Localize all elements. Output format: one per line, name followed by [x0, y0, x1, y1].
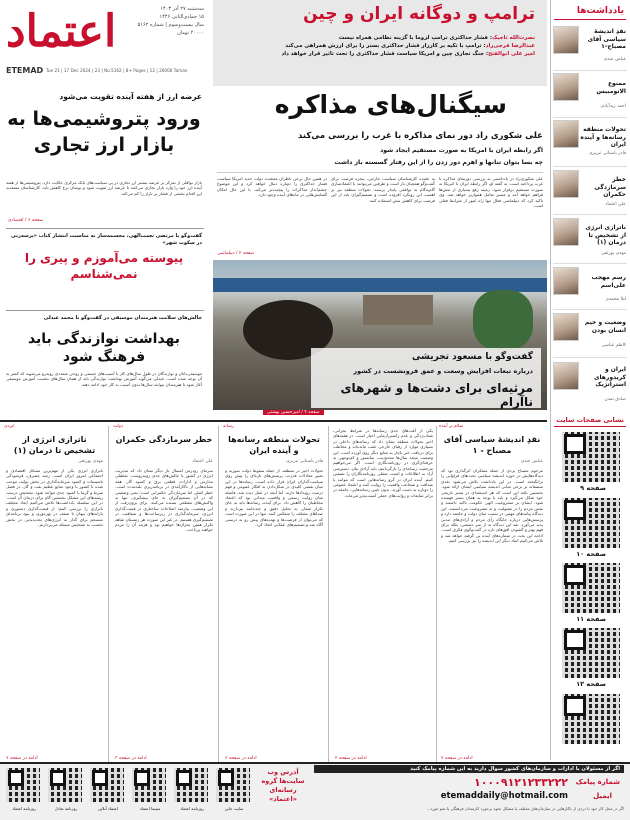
column-2: [221, 422, 327, 767]
more-link[interactable]: ادامه در صفحه ۶: [225, 756, 257, 761]
sidebar-item-title[interactable]: نقدِ اندیشهٔ سیاسی آقای مصباح-۱: [587, 28, 626, 50]
article-text: ناترازی انرژی یکی از مهم‌ترین مسائل اقتصادی و اجتماعی امروز ایران است. رشد مصرف، فرسودگی تاسیسات و کمبود سرمایه‌گذاری در بخش تولید، موجب شده تا کشور با وجود منابع عظیم نفت و گاز، در فصل سرما و گرما با کمبود جدی مواجه شود. تشخیص درست ریشه‌های این مشکل نخستین گام برای درمان آن است. در این سلسله یادداشت‌ها تلاش می‌کنیم ابعاد مختلف ناترازی را بررسی کنیم؛ از قیمت‌گذاری دستوری و یارانه‌های پنهان تا ضعف در بهره‌وری و نبود برنامه‌ای منسجم برای گذار به انرژی‌های تجدیدپذیر. در بخش نخست به تشخیص مسئله می‌پردازیم.: [6, 468, 103, 528]
top-headline-line: فشار حداکثری ترامپ لزوما با گزینه نظامی همراه نیست: [338, 35, 488, 41]
article-text: در همین حال برخی ناظران معتقدند دولت جدید امریکا سیاست فشار حداکثری را دوباره دنبال خواهد کرد و این موضوع چشم‌انداز مذاکرات را پیچیده‌تر می‌کند. با این حال امکان گشایش‌هایی در ماه‌های آینده وجود دارد.: [217, 176, 327, 198]
column-tag: دولت: [113, 424, 123, 429]
qr-code[interactable]: [562, 498, 620, 548]
left-headline[interactable]: ورود پتروشیمی‌ها به بازار ارز تجاری: [7, 108, 201, 156]
interview-kicker: گفت‌وگو با مرتضی تعمت‌الهی، مجسمه‌ساز به مناسبت انتشار کتاب «پرسه‌زنی در سکوت شهر»: [11, 233, 202, 246]
article-text: یکی از آفت‌های جدی رسانه‌ها در شرایط بحرانی، شتاب‌زدگی و عدم راستی‌آزمایی اخبار است. در هفته‌های اخیر تحولات منطقه نشان داد که رسانه‌های داخلی در بسیاری موارد از رقبای خارجی عقب مانده‌اند و مخاطب برای دریافت خبر ناچار به منابع دیگر روی آورده است. این وضعیت نتیجه سال‌ها محدودیت، سانسور و کم‌توجهی به حرفه‌ای‌گری در روزنامه‌نگاری است. اگر می‌خواهیم مرجعیت رسانه‌ای را بازگردانیم، باید آزادی بیان، دسترسی آزاد به اطلاعات و امنیت شغلی روزنامه‌نگاران را تضمین کنیم. آینده ایران در گرو رسانه‌هایی است که بتوانند با صداقت و شجاعت واقعیت را روایت کنند و اعتماد عمومی را دوباره به دست آورند. بدون چنین رسانه‌هایی، جامعه در برابر شایعات و روایت‌های جعلی آسیب‌پذیر می‌ماند.: [333, 428, 433, 498]
sidebar-item-author: عباس عبدی: [603, 57, 626, 62]
column-tag: ایزدی: [4, 424, 15, 429]
more-link[interactable]: ادامه در صفحه ۲: [335, 756, 367, 761]
qr-code[interactable]: [6, 768, 40, 802]
sidebar-item-author: لیلا محمدی: [605, 297, 626, 302]
top-headline-line: جنگ تجاری چین و امریکا سیاست فشار حداکثری را تحت تاثیر قرار خواهد داد: [281, 51, 485, 57]
more-link[interactable]: ادامه در صفحه ۷: [441, 756, 473, 761]
health-kicker: چالش‌های سلامت هنرمندان موسیقی در گفت‌وگو با محمد عبدلی: [43, 315, 202, 321]
left-kicker: عرضه ارز از هفته آینده تقویت می‌شود: [59, 92, 202, 101]
qr-code[interactable]: [562, 628, 620, 678]
qr-label: سایت جاین: [224, 806, 244, 811]
email-address[interactable]: etemaddaily@hotmail.com: [440, 791, 568, 801]
sidebar-item-title[interactable]: ناترازی انرژی از تشخیص تا درمان (۱): [585, 224, 626, 246]
column-author: مهدی پورتقی: [78, 459, 103, 464]
article-text: بازار نواقلی از تمرکز بر عرضه بیشتر ارز تجاری در پی سیاست‌های بانک مرکزی حکایت دارد. پتروشیمی‌ها از هفته آینده ارز خود را وارد بازار تجاری می‌کنند تا عرضه ارز تقویت شود و نوسان نرخ کاهش یابد. کارشناسان معتقدند این اقدام بخشی از فشار بر بازار را کم می‌کند.: [6, 180, 202, 196]
more-link[interactable]: ادامه در صفحه ۳: [115, 756, 147, 761]
sidebar-item-author: کاظم عباسی: [601, 343, 626, 348]
sidebar-item-author: صادق تمدن: [604, 397, 626, 402]
column-tag: سلام بر آینده: [439, 424, 464, 429]
qr-label: روزنامه اعتماد: [180, 806, 204, 811]
masthead-strip: Tue 21 | 17 Dec 2024 | 23 | No.5162 | 8+ Pages | 12 | 20000 Toman: [46, 68, 188, 73]
sidebar: [550, 0, 630, 760]
page-label: صفحه ۱۱: [576, 615, 606, 623]
masthead-date: سه‌شنبه ۲۷ آذر ۱۴۰۳: [160, 6, 204, 12]
column-4: [437, 422, 547, 767]
column-title[interactable]: ناترازی انرژی از تشخیص تا درمان (۱): [13, 435, 96, 455]
main-sub3: چه بسا بتوان تنانها و اهرم دور زدن را از این رفتار گسسته باز داشت: [334, 159, 543, 166]
sidebar-title: یادداشت‌ها: [576, 6, 624, 16]
masthead-info: سال بیست‌وسوم | شماره ۵۱۶۲: [137, 22, 204, 28]
more-link[interactable]: صفحه ۶ / اقتصادی: [8, 218, 44, 223]
article-text: سرمای زودرس امسال بار دیگر نشان داد که مدیریت انرژی در کشور با چالش‌های جدی روبه‌روست. تعطیلی مدارس و ادارات، قطعی برق و کمبود گاز، همه نشانه‌هایی از ناکارآمدی در برنامه‌ریزی بلندمدت است. خطر اصلی اما سرمازدگی حکمرانی است؛ یعنی وضعیتی که در آن تصمیم‌گیران به جای پیشگیری، تنها به واکنش‌های مقطعی بسنده می‌کنند. برای برون‌رفت از این وضعیت، نیازمند اصلاحات ساختاری در قیمت‌گذاری انرژی، سرمایه‌گذاری در زیرساخت‌ها و شفافیت در تصمیم‌گیری هستیم. در غیر این صورت هر زمستان شاهد تکرار همین بحران‌ها خواهیم بود و هزینه آن را مردم خواهند پرداخت.: [115, 468, 213, 533]
masthead-date-hijri: ۱۵ جمادی‌الثانی ۱۴۴۶: [159, 14, 204, 20]
sidebar-item-title[interactable]: رسم مهجب علی‌اسم: [591, 274, 626, 289]
article-text: به عقیده کارشناسان سیاست خارجی، پنجره فرصت برای گفت‌وگو همچنان باز است و طرفین می‌توانند با اعتمادسازی گام‌به‌گام به توافقی پایدار برسند. تحولات منطقه نیز بر اهمیت این رویکرد افزوده است و تصمیم‌گیران باید از این فرصت برای کاهش تنش استفاده کنند.: [331, 176, 435, 203]
column-tag: رسانه: [223, 424, 234, 429]
qr-code[interactable]: [562, 563, 620, 613]
qr-label: سینما اعتماد: [139, 806, 161, 811]
photo-kicker: گفت‌وگو با مسعود تجریشی: [411, 352, 533, 362]
footer-qr-strip: [6, 766, 252, 820]
page-label: صفحه ۹: [580, 484, 606, 492]
main-story: [213, 88, 547, 418]
column-title[interactable]: نقدِ اندیشهٔ سیاسی آقای مصباح - ۱: [443, 435, 541, 455]
sidebar-item-title[interactable]: خطر سرمازدگی حکمران: [594, 176, 626, 198]
footer-note: اگر در محل کار خود با دردی از ناکارهایی در سازمان‌های مختلف یا مشکل نحوه برخورد کارمندان فرهنگی یا نحو خورد...: [426, 806, 624, 811]
author-name: امیر علی ابوالفتح: [488, 51, 535, 57]
sidebar-item-author: مهدی پورتقی: [601, 251, 626, 256]
qr-code[interactable]: [216, 768, 250, 802]
qr-code[interactable]: [562, 432, 620, 482]
qr-code[interactable]: [562, 694, 620, 744]
author-name: نصرت‌الله تاجیک: [492, 35, 535, 41]
more-link[interactable]: ادامه در صفحه ۷: [6, 756, 38, 761]
main-sub2: اگر رابطه ایران با امریکا به صورت مستقیم ایجاد شود: [380, 147, 543, 154]
article-text: تحولات اخیر در منطقه، از جمله سقوط دولت سوریه و تغییر معادلات قدرت، پرسش‌های تازه‌ای را پیش روی سیاست‌گذاران ایران قرار داده است. رسانه‌ها در این میان نقشی کلیدی در شکل‌دادن به افکار عمومی و فهم درست رویدادها دارند. اما آنچه در عمل دیده شد، فاصله میان روایت رسمی و واقعیت میدانی بود که اعتماد مخاطبان را کاهش داد. برای آینده، رسانه‌ها باید به جای تکرار شعار، به تحلیل دقیق و چندجانبه بپردازند و صداهای مختلف را منعکس کنند. تنها در این صورت است که می‌توان از فرصت‌ها و تهدیدهای پیش رو به درستی آگاه شد و تصمیم‌های عقلانی اتخاذ کرد.: [225, 468, 323, 528]
avatar: [553, 362, 579, 390]
opinion-columns: [0, 420, 547, 765]
qr-label: روزنامه اعتماد: [12, 806, 36, 811]
footer: [0, 762, 630, 820]
qr-section-title: نشانی صفحات سایت: [556, 416, 624, 424]
avatar: [553, 120, 579, 148]
sidebar-item-author: احمد زیدآبادی: [600, 104, 626, 109]
photo-headline[interactable]: مرثیه‌ای برای دشت‌ها و شهرهای ناآرام: [340, 381, 533, 409]
sms-number[interactable]: ۱۰۰۰۹۱۲۱۲۳۳۲۲۲: [474, 776, 568, 789]
qr-code[interactable]: [174, 768, 208, 802]
sidebar-item-title[interactable]: وضعیت و خیم انسان بودن: [584, 319, 626, 334]
footer-address: آدرس وب سایت‌ها گروه رسانه‌ای «اعتماد»: [261, 768, 305, 803]
interview-headline[interactable]: پیوسته می‌آموزم و پیری را نمی‌شناسم: [24, 251, 184, 281]
masthead: [0, 0, 210, 86]
column-1: [111, 422, 217, 767]
avatar: [553, 218, 579, 246]
avatar: [553, 170, 579, 198]
article-text: موسیقی‌دانان و نوازندگان در طول سال‌های کار با آسیب‌های جسمی و روحی متعددی روبه‌رو می‌شوند که کمتر به آن توجه شده است. عبدلی می‌گوید آموزش بهداشت نوازندگی باید از همان سال‌های نخست آموزش موسیقی آغاز شود تا هنرمندان بتوانند سال‌ها بدون آسیب به کار خود ادامه دهند.: [6, 371, 202, 387]
masthead-logo[interactable]: اعتماد: [6, 6, 117, 57]
main-sub1: علی شکوری راد دور نمای مذاکره با غرب را بررسی می‌کند: [297, 131, 543, 141]
top-headline-title[interactable]: ترامپ و دوگانه ایران و چین: [303, 4, 535, 24]
column-3: [331, 422, 435, 767]
email-label: ایمیل: [593, 792, 612, 800]
masthead-latin: ETEMAD: [6, 66, 44, 75]
avatar: [553, 26, 579, 54]
qr-code[interactable]: [90, 768, 124, 802]
sms-label: شماره پیامک: [575, 778, 620, 786]
top-headline-band: ترامپ و دوگانه ایران و چین نصرت‌الله تاجیک: فشار حداکثری ترامپ لزوما با گزینه نظامی همراه نیست عبدالرضا فرجی‌راد: ترامپ با تکیه بر کارزار فشار حداکثری بستر را برای ارزش همراهی می‌کند امیر علی ابوالفتح: جنگ تجاری چین و امریکا سیاست فشار حداکثری را تحت تاثیر قرار خواهد داد: [213, 0, 547, 86]
sidebar-item-title[interactable]: تحولات منطقه رسانه‌ها و آینده ایران: [580, 126, 626, 148]
avatar: [553, 313, 579, 341]
column-author: قادر باستانی تبریزی: [285, 459, 323, 464]
more-link[interactable]: صفحه ۲ / دیپلماسی: [217, 251, 255, 256]
column-author: علی اعتماد: [192, 459, 213, 464]
article-text: علی شکوری‌راد در یادداشتی به بررسی دورنمای مذاکره با غرب پرداخته است. به گفته او، اگر رابطه ایران با امریکا به صورت مستقیم برقرار شود، زمینه رفع بسیاری از تنش‌ها فراهم خواهد آمد و مسیر تعامل هموارتر خواهد شد. وی تاکید کرد که دیپلماسی فعال تنها راه عبور از شرایط فعلی است.: [439, 176, 543, 209]
qr-label: روزنامه تعادل: [54, 806, 78, 811]
column-0: [2, 422, 107, 767]
qr-label: اعتماد آنلاین: [97, 806, 119, 811]
health-headline[interactable]: بهداشت نوازندگی باید فرهنگ شود: [27, 331, 181, 365]
sidebar-item-title[interactable]: ممنوع الاتومبیس: [596, 80, 626, 95]
author-name: عبدالرضا فرجی‌راد: [485, 43, 535, 49]
qr-code[interactable]: [48, 768, 82, 802]
column-author: عباس عبدی: [520, 459, 543, 464]
photo-caption[interactable]: صفحه ۴ / امیرحسین بهشتی: [263, 410, 324, 415]
article-text: مرحوم مصباح یزدی از جمله متفکران اثرگذاری بود که دیدگاه‌هایش در حوزه اندیشه سیاسی بحث‌های فراوانی را برانگیخته است. در این یادداشت تلاش می‌شود نقدی منصفانه بر برخی مبانی اندیشه سیاسی ایشان ارائه شود. نخستین نکته این است که هر اندیشه‌ای در بستر تاریخی خود شکل می‌گیرد و باید با توجه به همان بستر فهمیده شود. ایشان بر مشروعیت الهی حکومت تاکید داشتند و نقش مردم را در مقبولیت و نه مشروعیت می‌دانستند. این دیدگاه پیامدهای مهمی در نسبت میان دولت و جامعه دارد و پرسش‌هایی درباره جایگاه رأی مردم و آزادی‌های مدنی پدید می‌آورد. نقد این دیدگاه نه از سر دشمنی، بلکه برای فهم بهتر و گشودن افق‌های تازه در گفت‌وگوی فکری است. ادامه این بحث در شماره‌های آینده پی گرفته خواهد شد و تلاش می‌کنیم ابعاد دیگر این اندیشه را نیز بررسی کنیم.: [441, 468, 543, 544]
top-headline-line: ترامپ با تکیه بر کارزار فشار حداکثری بستر را برای ارزش همراهی می‌کند: [285, 43, 482, 49]
sidebar-item-author: علی اعتماد: [605, 202, 626, 207]
column-title[interactable]: خطر سرمازدگی حکمران: [115, 435, 213, 444]
masthead-price: ۲۰۰۰۰ تومان: [177, 30, 204, 36]
avatar: [553, 73, 579, 101]
qr-code[interactable]: [132, 768, 166, 802]
avatar: [553, 267, 579, 295]
photo-line: درباره تبعات افزایش وسعت و عمق فرونشست در کشور: [353, 367, 533, 375]
left-column: [0, 88, 210, 418]
sidebar-item-author: قادر باستانی تبریزی: [588, 151, 626, 156]
sidebar-item-title[interactable]: ایران و کریدورهای استراتژیک: [593, 366, 626, 388]
page-label: صفحه ۱۲: [576, 680, 606, 688]
column-title[interactable]: تحولات منطقه رسانه‌ها و آینده ایران: [228, 435, 320, 455]
sinkhole-photo: [213, 260, 547, 410]
main-headline[interactable]: سیگنال‌های مذاکره: [274, 90, 507, 119]
page-label: صفحه ۱۰: [576, 550, 606, 558]
footer-banner: اگر از مسئولان یا ادارات و سازمان‌های کشور سوال دارید به این شماره پیامک کنید: [314, 765, 624, 773]
